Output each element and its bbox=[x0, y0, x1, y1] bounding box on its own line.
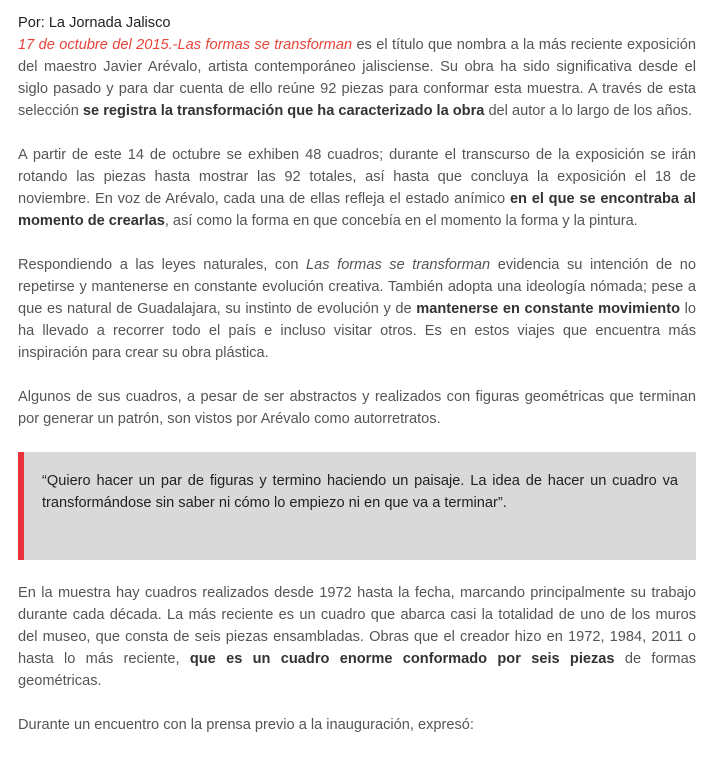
p3-highlight: mantenerse en constante movimiento bbox=[416, 301, 680, 317]
p3-title-italic: Las formas se transforman bbox=[306, 257, 491, 273]
paragraph-self-portraits bbox=[18, 386, 696, 430]
p5-text-2: de formas geométricas. bbox=[18, 651, 696, 689]
intro-highlight: se registra la transformación que ha caracterizado la obra bbox=[82, 103, 485, 119]
paragraph-natural-laws bbox=[18, 254, 696, 364]
p2-text-1: A partir de este 14 de octubre se exhiben 48 cuadros; durante el transcurso de la exposición se irán rotando las piezas hasta mostrar las 92 totales, así hasta que concluya la exposición el 18 de noviembre. En voz de Arévalo, cada una de ellas refleja el estado anímico bbox=[18, 147, 696, 207]
byline: Por: La Jornada Jalisco bbox=[18, 15, 171, 31]
paragraph-exhibition-dates bbox=[18, 144, 696, 232]
p4-text-1: Algunos de sus cuadros, a pesar de ser abstractos y realizados con figuras geométricas que terminan por generar un patrón, son vistos por Arévalo como autorretratos. bbox=[18, 389, 696, 427]
article-body bbox=[18, 12, 696, 758]
blockquote bbox=[18, 452, 696, 560]
intro-text-2: del autor a lo largo de los años. bbox=[484, 103, 693, 119]
paragraph-decades bbox=[18, 582, 696, 692]
intro-paragraph bbox=[18, 12, 696, 122]
p2-text-2: , así como la forma en que concebía en el momento la forma y la pintura. bbox=[164, 213, 638, 229]
exhibition-title: Las formas se transforman bbox=[177, 37, 353, 53]
intro-text-1: es el título que nombra a la más reciente exposición del maestro Javier Arévalo, artista contemporáneo jalisciense. Su obra ha sido significativa desde el siglo pasado y para dar cuenta de ello reúne 92 piezas para conformar esta muestra. A través de esta selección bbox=[18, 37, 696, 119]
article-date: 17 de octubre del 2015.- bbox=[18, 37, 178, 53]
p3-text-1: Respondiendo a las leyes naturales, con bbox=[18, 257, 307, 273]
p3-text-3: lo ha llevado a recorrer todo el país e incluso visitar otros. Es en estos viajes que encuentra más inspiración para crear su obra plástica. bbox=[18, 301, 696, 361]
p5-highlight: que es un cuadro enorme conformado por seis piezas bbox=[189, 651, 615, 667]
p6-text-1: Durante un encuentro con la prensa previo a la inauguración, expresó: bbox=[18, 717, 474, 733]
paragraph-press-meeting bbox=[18, 714, 696, 736]
p2-highlight: en el que se encontraba al momento de crearlas bbox=[18, 191, 696, 229]
p5-text-1: En la muestra hay cuadros realizados desde 1972 hasta la fecha, marcando principalmente su trabajo durante cada década. La más reciente es un cuadro que abarca casi la totalidad de uno de los muros del museo, que consta de seis piezas ensambladas. Obras que el creador hizo en 1972, 1984, 2011 o hasta lo más reciente, bbox=[18, 585, 696, 667]
p3-text-2: evidencia su intención de no repetirse y mantenerse en constante evolución creativa. También adopta una ideología nómada; pese a que es natural de Guadalajara, su instinto de evolución y de bbox=[18, 257, 696, 317]
quote-text: “Quiero hacer un par de figuras y termino haciendo un paisaje. La idea de hacer un cuadro va transformándose sin saber ni cómo lo empiezo ni en que va a terminar”. bbox=[42, 473, 678, 511]
